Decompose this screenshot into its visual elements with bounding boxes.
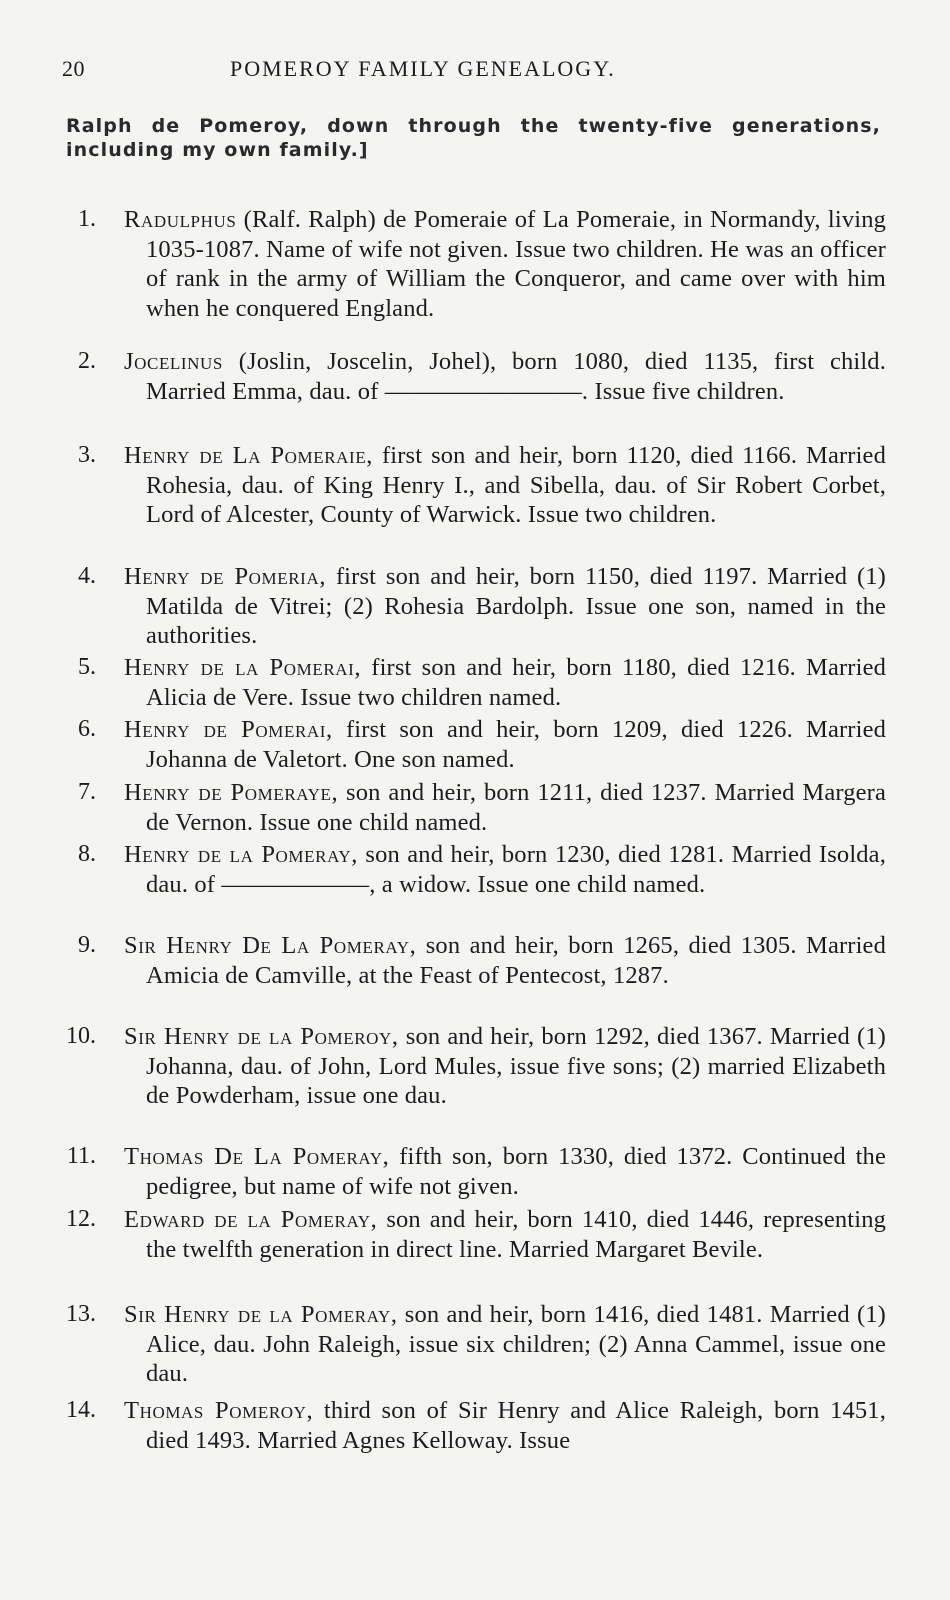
entry-number: 5. [78,654,96,680]
entry-description: (Ralf. Ralph) de Pomeraie of La Pomeraie, in Normandy, living 1035-1087. Name of wife not given. Issue two children. He was an officer of rank in the army of William the Conqueror, and came over with him when he conquered England. [146,206,886,322]
entry-text [124,1300,886,1389]
entry-text [124,441,886,530]
genealogy-entry [58,347,888,406]
genealogy-entry [58,653,888,712]
entry-name: Sir Henry de la Pomeroy, [124,1023,399,1050]
entry-text [124,1205,886,1264]
entry-name: Henry de Pomeraye, [124,779,339,806]
entry-number: 4. [78,563,96,589]
running-title: POMEROY FAMILY GENEALOGY. [230,56,616,81]
genealogy-entry [58,778,888,837]
page-header [62,56,882,86]
entry-text [124,347,886,406]
genealogy-entry [58,1142,888,1201]
entry-name: Edward de la Pomeray, [124,1206,378,1233]
entry-number: 14. [66,1397,96,1423]
entry-number: 12. [66,1206,96,1232]
genealogy-entry [58,1022,888,1111]
intro-paragraph: Ralph de Pomeroy, down through the twenty-five generations, including my own family.] [66,115,881,161]
entry-text [124,931,886,990]
entry-number: 11. [66,1143,96,1169]
entry-number: 1. [78,206,96,232]
entry-text [124,1396,886,1455]
entry-name: Thomas Pomeroy, [124,1397,314,1424]
entry-name: Henry de Pomeria, [124,563,327,590]
entry-number: 8. [78,841,96,867]
entry-number: 3. [78,442,96,468]
entry-description: third son of Sir Henry and Alice Raleigh, born 1451, died 1493. Married Agnes Kelloway. Issue [146,1397,886,1454]
entry-number: 2. [78,348,96,374]
entry-description: son and heir, born 1410, died 1446, representing the twelfth generation in direct line. Married Margaret Bevile. [146,1206,887,1263]
entry-description: first son and heir, born 1150, died 1197. Married (1) Matilda de Vitrei; (2) Rohesia Bardolph. Issue one son, named in the authorities. [146,563,886,649]
entry-name: Henry de La Pomeraie, [124,442,374,469]
entry-description: fifth son, born 1330, died 1372. Continued the pedigree, but name of wife not given. [146,1143,886,1200]
entry-text [124,715,886,774]
entry-number: 7. [78,779,96,805]
entry-description: son and heir, born 1230, died 1281. Married Isolda, dau. of ——————, a widow. Issue one child named. [146,841,886,898]
entry-name: Sir Henry De La Pomeray, [124,932,417,959]
entry-description: (Joslin, Joscelin, Johel), born 1080, died 1135, first child. Married Emma, dau. of ————————. Issue five children. [146,348,886,405]
entry-text [124,653,886,712]
genealogy-entry [58,1300,888,1389]
genealogy-entry [58,840,888,899]
genealogy-entry [58,1396,888,1455]
entry-name: Jocelinus [124,348,223,375]
entry-description: first son and heir, born 1209, died 1226. Married Johanna de Valetort. One son named. [146,716,886,773]
genealogy-entry [58,931,888,990]
genealogy-entry [58,715,888,774]
entry-description: son and heir, born 1416, died 1481. Married (1) Alice, dau. John Raleigh, issue six children; (2) Anna Cammel, issue one dau. [146,1301,886,1387]
entry-name: Henry de la Pomerai, [124,654,362,681]
entry-number: 13. [66,1301,96,1327]
genealogy-entry [58,441,888,530]
entry-name: Henry de la Pomeray, [124,841,358,868]
entry-description: son and heir, born 1211, died 1237. Married Margera de Vernon. Issue one child named. [146,779,886,836]
entry-text [124,840,886,899]
entry-description: first son and heir, born 1180, died 1216. Married Alicia de Vere. Issue two children named. [146,654,886,711]
entry-text [124,205,886,323]
entry-name: Henry de Pomerai, [124,716,333,743]
entry-description: son and heir, born 1265, died 1305. Married Amicia de Camville, at the Feast of Pentecost, 1287. [146,932,886,989]
entry-name: Radulphus [124,206,237,233]
entry-name: Thomas De La Pomeray, [124,1143,390,1170]
entry-description: first son and heir, born 1120, died 1166. Married Rohesia, dau. of King Henry I., and Sibella, dau. of Sir Robert Corbet, Lord of Alcester, County of Warwick. Issue two children. [146,442,886,528]
page-number: 20 [62,56,85,81]
entry-description: son and heir, born 1292, died 1367. Married (1) Johanna, dau. of John, Lord Mules, issue five sons; (2) married Elizabeth de Powderham, issue one dau. [146,1023,886,1109]
entry-number: 6. [78,716,96,742]
entry-text [124,1022,886,1111]
entry-name: Sir Henry de la Pomeray, [124,1301,398,1328]
entry-text [124,562,886,651]
entry-text [124,778,886,837]
genealogy-entry [58,562,888,651]
entry-text [124,1142,886,1201]
entry-number: 9. [78,932,96,958]
genealogy-entry [58,205,888,323]
genealogy-entry [58,1205,888,1264]
entry-number: 10. [66,1023,96,1049]
